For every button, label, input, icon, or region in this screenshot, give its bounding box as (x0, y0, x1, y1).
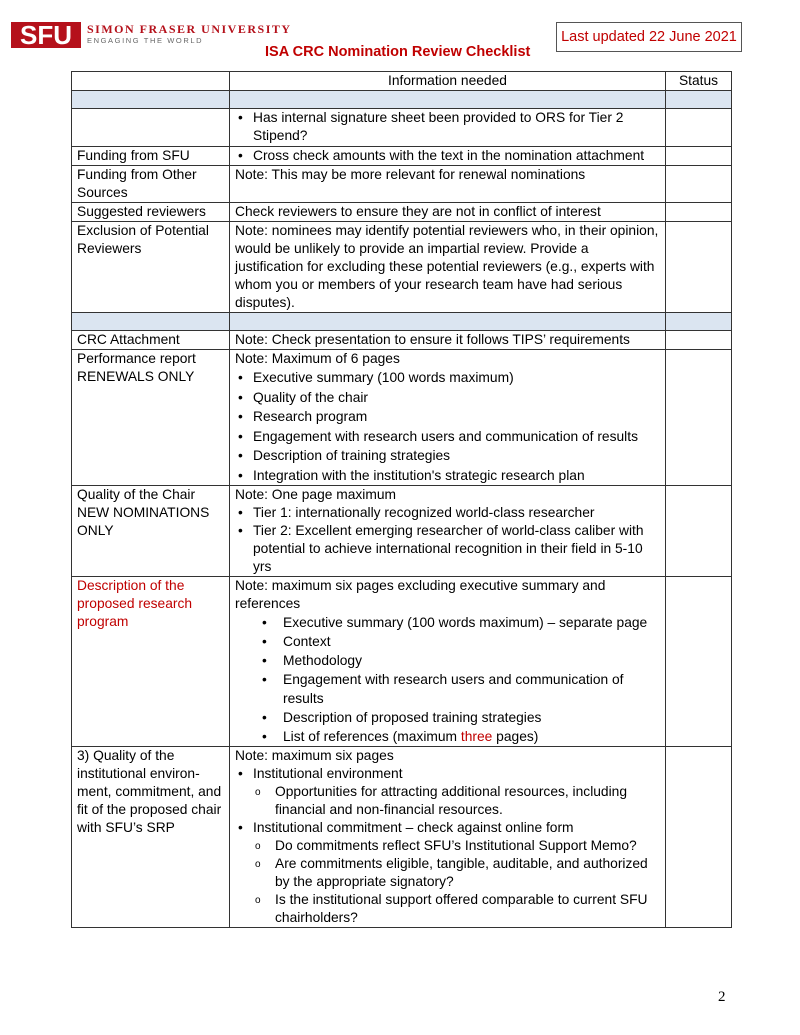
status-cell[interactable] (666, 203, 732, 222)
table-row-suggested-reviewers (72, 203, 732, 222)
row-label: Funding from Other Sources (72, 166, 230, 203)
document-title: ISA CRC Nomination Review Checklist (265, 44, 531, 60)
status-cell[interactable] (666, 222, 732, 313)
sub-list-item: o Opportunities for attracting additional resources, including financial and non-financial resources. (235, 783, 660, 819)
list-item: • Methodology (235, 651, 660, 670)
status-cell[interactable] (666, 166, 732, 203)
list-item: • Tier 2: Excellent emerging researcher of world-class caliber with potential to achieve international recognition in their field in 5-10 yrs (235, 522, 660, 576)
page-number: 2 (718, 989, 726, 1005)
row-info (230, 486, 666, 577)
list-item: • Tier 1: internationally recognized world-class researcher (235, 504, 660, 522)
header-cell-blank (72, 72, 230, 91)
section-band-row (72, 313, 732, 331)
status-cell[interactable] (666, 331, 732, 350)
row-label: Suggested reviewers (72, 203, 230, 222)
sub-list-item: o Do commitments reflect SFU’s Institutional Support Memo? (235, 837, 660, 855)
table-row-funding-sfu (72, 147, 732, 166)
table-row-performance (72, 350, 732, 486)
list-item: • Executive summary (100 words maximum) (235, 368, 660, 388)
row-label: CRC Attachment (72, 331, 230, 350)
status-cell[interactable] (666, 486, 732, 577)
list-item: • Engagement with research users and communication of results (235, 427, 660, 447)
list-item: • Executive summary (100 words maximum) – separate page (235, 613, 660, 632)
row-label: Exclusion of Potential Reviewers (72, 222, 230, 313)
header-information-needed: Information needed (230, 72, 666, 91)
row-info (230, 747, 666, 928)
row-note: Note: One page maximum (235, 487, 397, 502)
list-item: • List of references (maximum three pages) (235, 727, 660, 746)
sfu-logo-tagline: ENGAGING THE WORLD (87, 36, 204, 45)
list-item: • Has internal signature sheet been provided to ORS for Tier 2 Stipend? (235, 109, 660, 145)
list-item: • Cross check amounts with the text in the nomination attachment (235, 147, 660, 165)
row-label: Performance report RENEWALS ONLY (72, 350, 230, 486)
status-cell[interactable] (666, 147, 732, 166)
row-info (230, 350, 666, 486)
row-note: Note: maximum six pages (235, 748, 394, 763)
row-label: Quality of the Chair NEW NOMINATIONS ONLY (72, 486, 230, 577)
header-status: Status (666, 72, 732, 91)
table-row-signature (72, 109, 732, 147)
table-header-row (72, 72, 732, 91)
row-info: Note: Check presentation to ensure it follows TIPS’ requirements (230, 331, 666, 350)
sub-list-item: o Is the institutional support offered comparable to current SFU chairholders? (235, 891, 660, 927)
list-item: • Description of training strategies (235, 446, 660, 466)
table-row-crc-attachment (72, 331, 732, 350)
sfu-logo-name: SIMON FRASER UNIVERSITY (87, 22, 292, 36)
table-row-exclusion (72, 222, 732, 313)
row-label: Description of the proposed research program (72, 577, 230, 747)
row-info: Note: This may be more relevant for renewal nominations (230, 166, 666, 203)
list-item: • Description of proposed training strategies (235, 708, 660, 727)
list-item: • Quality of the chair (235, 388, 660, 408)
row-info: Check reviewers to ensure they are not in conflict of interest (230, 203, 666, 222)
list-item: • Institutional environment (235, 765, 660, 783)
row-info (230, 577, 666, 747)
row-label: 3) Quality of the institutional environ-ment, commitment, and fit of the proposed chair with SFU’s SRP (72, 747, 230, 928)
checklist-table (71, 71, 732, 928)
sfu-logo-mark: SFU (11, 22, 81, 48)
sub-list-item: o Are commitments eligible, tangible, auditable, and authorized by the appropriate signatory? (235, 855, 660, 891)
list-item: • Engagement with research users and communication of results (235, 670, 660, 708)
table-row-funding-other (72, 166, 732, 203)
sfu-logo (11, 22, 292, 48)
list-item: • Integration with the institution's strategic research plan (235, 466, 660, 486)
status-cell[interactable] (666, 109, 732, 147)
status-cell[interactable] (666, 747, 732, 928)
list-item: • Context (235, 632, 660, 651)
table-row-quality-chair (72, 486, 732, 577)
list-item: • Research program (235, 407, 660, 427)
highlight-three: three (460, 729, 493, 744)
section-band-row (72, 91, 732, 109)
row-info (230, 147, 666, 166)
row-label (72, 109, 230, 147)
table-row-research-program (72, 577, 732, 747)
table-row-institutional (72, 747, 732, 928)
status-cell[interactable] (666, 350, 732, 486)
row-note: Note: maximum six pages excluding executive summary and references (235, 578, 606, 611)
row-label: Funding from SFU (72, 147, 230, 166)
row-note: Note: Maximum of 6 pages (235, 351, 400, 366)
list-item: • Institutional commitment – check against online form (235, 819, 660, 837)
row-info (230, 109, 666, 147)
row-info: Note: nominees may identify potential reviewers who, in their opinion, would be unlikely to provide an impartial review. Provide a justification for excluding these potential reviewers (e.g., experts with whom you or members of your research team have had serious disputes). (230, 222, 666, 313)
last-updated-box: Last updated 22 June 2021 (556, 22, 742, 52)
status-cell[interactable] (666, 577, 732, 747)
